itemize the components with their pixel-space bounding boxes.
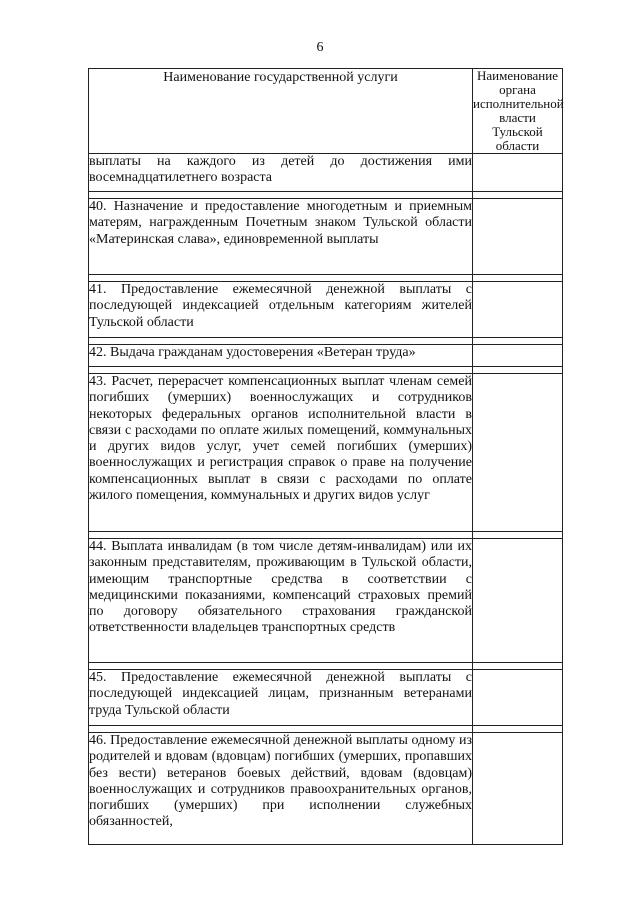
- row-separator: [89, 663, 563, 670]
- authority-cell: [473, 670, 563, 726]
- table-row: [89, 154, 563, 192]
- service-cell: 43. Расчет, перерасчет компенсационных выплат членам семей погибших (умерших) военнослужащих и сотрудников некоторых федеральных органов исполнительной власти в связи с расходами по оплате жилых помещений, коммунальных и других видов услуг, учет семей погибших (умерших) военнослужащих и регистрация справок о праве на получение компенсационных выплат в связи с расходами по оплате жилого помещения, коммунальных и других видов услуг: [89, 374, 473, 532]
- authority-cell: [473, 154, 563, 192]
- table-row: [89, 374, 563, 532]
- service-cell: 46. Предоставление ежемесячной денежной выплаты одному из родителей и вдовам (вдовцам) погибших (умерших, пропавших без вести) ветеранов боевых действий, вдовам (вдовцам) военнослужащих и сотрудников правоохранительных органов, погибших (умерших) при исполнении служебных обязанностей,: [89, 733, 473, 845]
- table-row: [89, 282, 563, 338]
- authority-cell: [473, 199, 563, 275]
- header-authority-name: Наименование органа исполнительной власти Тульской области: [473, 68, 564, 153]
- page-number: 6: [316, 40, 324, 55]
- service-cell: 44. Выплата инвалидам (в том числе детям-инвалидам) или их законным представителям, проживающим в Тульской области, имеющим транспортные средства в соответствии с медицинскими показаниями, компенсаций страховых премий по договору обязательного страхования гражданской ответственности владельцев транспортных средств: [89, 539, 473, 663]
- row-separator: [89, 275, 563, 282]
- table-header-row: [89, 69, 563, 154]
- services-table: [88, 68, 563, 845]
- table-row: [89, 733, 563, 845]
- row-separator: [89, 367, 563, 374]
- row-separator: [89, 726, 563, 733]
- service-cell: 41. Предоставление ежемесячной денежной выплаты с последующей индексацией отдельным категориям жителей Тульской области: [89, 282, 473, 338]
- row-separator: [89, 338, 563, 345]
- service-cell: 40. Назначение и предоставление многодетным и приемным матерям, награжденным Почетным знаком Тульской области «Материнская слава», единовременной выплаты: [89, 199, 473, 275]
- table-row: [89, 539, 563, 663]
- authority-cell: [473, 345, 563, 367]
- authority-cell: [473, 539, 563, 663]
- row-separator: [89, 192, 563, 199]
- table-row: [89, 670, 563, 726]
- table-row: [89, 199, 563, 275]
- authority-cell: [473, 282, 563, 338]
- authority-cell: [473, 733, 563, 845]
- authority-cell: [473, 374, 563, 532]
- service-cell: выплаты на каждого из детей до достижения ими восемнадцатилетнего возраста: [89, 154, 473, 192]
- table-row: [89, 345, 563, 367]
- header-service-name: Наименование государственной услуги: [89, 69, 473, 154]
- service-cell: 42. Выдача гражданам удостоверения «Ветеран труда»: [89, 345, 473, 367]
- row-separator: [89, 532, 563, 539]
- service-cell: 45. Предоставление ежемесячной денежной выплаты с последующей индексацией лицам, признанным ветеранами труда Тульской области: [89, 670, 473, 726]
